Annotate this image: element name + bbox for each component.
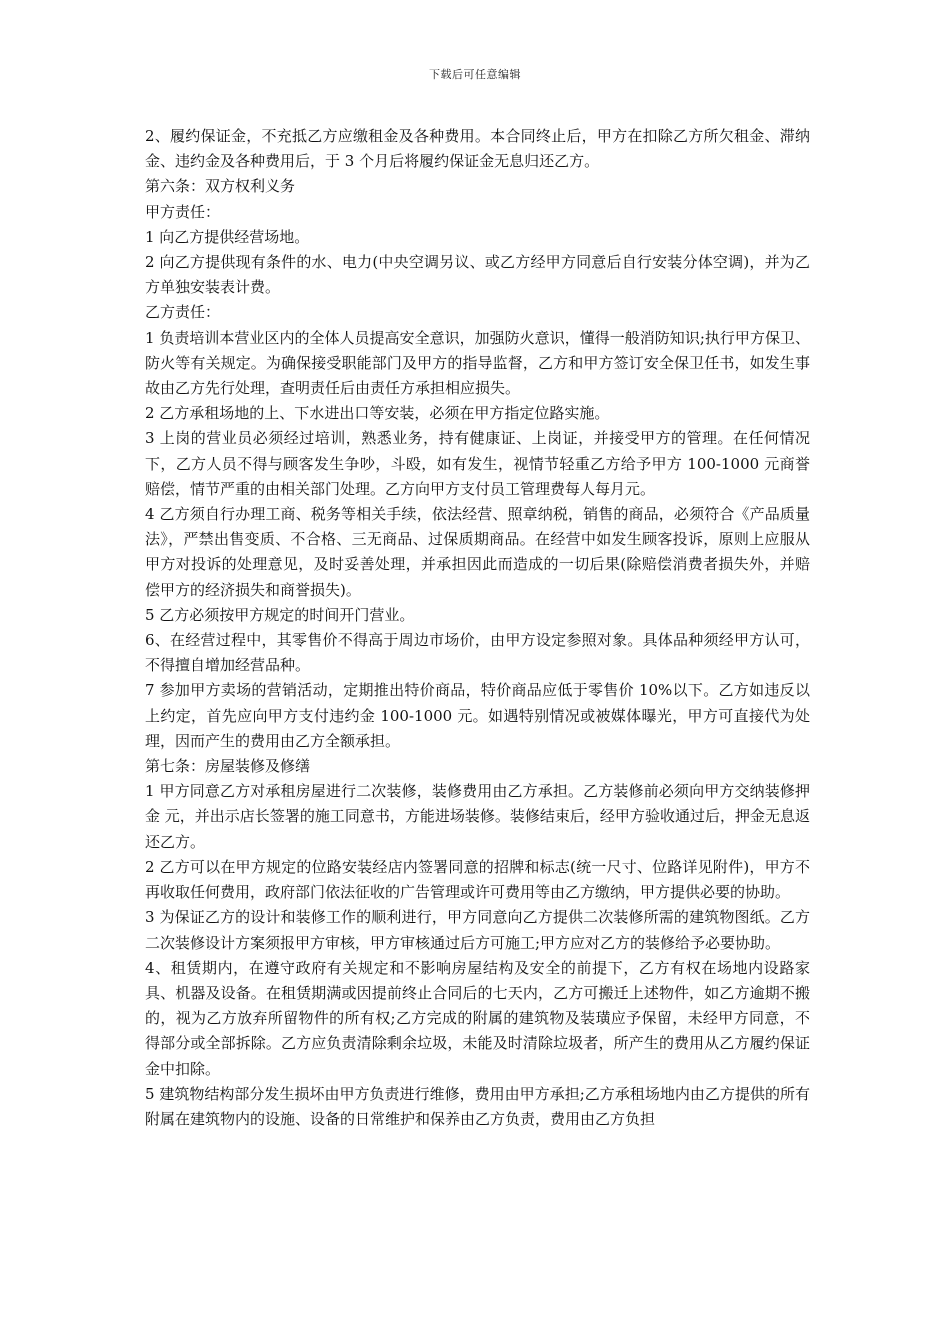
party-b-duty-5: 5 乙方必须按甲方规定的时间开门营业。: [145, 605, 415, 624]
document-body: [145, 124, 810, 1132]
party-a-duties-heading: 甲方责任：: [145, 202, 221, 221]
renovation-clause-3: 3 为保证乙方的设计和装修工作的顺利进行，甲方同意向乙方提供二次装修所需的建筑物图纸。乙方二次装修设计方案须报甲方审核，甲方审核通过后方可施工;甲方应对乙方的装修给予必要协助。: [145, 908, 810, 952]
party-a-duty-2: 2 向乙方提供现有条件的水、电力(中央空调另议、或乙方经甲方同意后自行安装分体空调)，并为乙方单独安装表计费。: [145, 253, 810, 297]
party-b-duty-4: 4 乙方须自行办理工商、税务等相关手续，依法经营、照章纳税，销售的商品，必须符合《产品质量法》，严禁出售变质、不合格、三无商品、过保质期商品。在经营中如发生顾客投诉，原则上应服从甲方对投诉的处理意见，及时妥善处理，并承担因此而造成的一切后果(除赔偿消费者损失外，并赔偿甲方的经济损失和商誉损失)。: [145, 505, 810, 599]
party-b-duty-2: 2 乙方承租场地的上、下水进出口等安装，必须在甲方指定位路实施。: [145, 404, 610, 423]
party-a-duty-1: 1 向乙方提供经营场地。: [145, 227, 310, 246]
renovation-clause-2: 2 乙方可以在甲方规定的位路安装经店内签署同意的招牌和标志(统一尺寸、位路详见附件)，甲方不再收取任何费用，政府部门依法征收的广告管理或许可费用等由乙方缴纳，甲方提供必要的协助。: [145, 857, 810, 902]
renovation-clause-5: 5 建筑物结构部分发生损坏由甲方负责进行维修，费用由甲方承担;乙方承租场地内由乙方提供的所有附属在建筑物内的设施、设备的日常维护和保养由乙方负责，费用由乙方负担: [145, 1084, 810, 1128]
paragraph-deposit-2: 2、履约保证金，不充抵乙方应缴租金及各种费用。本合同终止后，甲方在扣除乙方所欠租金、滞纳金、违约金及各种费用后，于 3 个月后将履约保证金无息归还乙方。: [145, 127, 810, 171]
article-7-heading: 第七条：房屋装修及修缮: [145, 757, 311, 776]
party-b-duty-1: 1 负责培训本营业区内的全体人员提高安全意识，加强防火意识，懂得一般消防知识;执行甲方保卫、防火等有关规定。为确保接受职能部门及甲方的指导监督，乙方和甲方签订安全保卫任书，如发生事故由乙方先行处理，查明责任后由责任方承担相应损失。: [145, 328, 810, 398]
party-b-duty-6: 6、在经营过程中，其零售价不得高于周边市场价，由甲方设定参照对象。具体品种须经甲方认可，不得擅自增加经营品种。: [145, 631, 810, 675]
renovation-clause-1: 1 甲方同意乙方对承租房屋进行二次装修，装修费用由乙方承担。乙方装修前必须向甲方交纳装修押金 元，并出示店长签署的施工同意书，方能进场装修。装修结束后，经甲方验收通过后，押金无息返还乙方。: [145, 782, 810, 851]
renovation-clause-4: 4、租赁期内，在遵守政府有关规定和不影响房屋结构及安全的前提下，乙方有权在场地内设路家具、机器及设备。在租赁期满或因提前终止合同后的七天内，乙方可搬迁上述物件，如乙方逾期不搬的，视为乙方放弃所留物件的所有权;乙方完成的附属的建筑物及装璜应予保留，未经甲方同意，不得部分或全部拆除。乙方应负责清除剩余垃圾，未能及时清除垃圾者，所产生的费用从乙方履约保证金中扣除。: [145, 958, 810, 1078]
party-b-duty-7: 7 参加甲方卖场的营销活动，定期推出特价商品，特价商品应低于零售价 10%以下。乙方如违反以上约定，首先应向甲方支付违约金 100-1000 元。如遇特别情况或被媒体曝光，甲方可直接代为处理，因而产生的费用由乙方全额承担。: [145, 681, 810, 750]
article-6-heading: 第六条：双方权利义务: [145, 177, 296, 196]
page-header: 下载后可任意编辑: [429, 68, 521, 81]
party-b-duties-heading: 乙方责任：: [145, 303, 221, 322]
party-b-duty-3: 3 上岗的营业员必须经过培训，熟悉业务，持有健康证、上岗证，并接受甲方的管理。在任何情况下，乙方人员不得与顾客发生争吵，斗殴，如有发生，视情节轻重乙方给予甲方 100-1000 元商誉赔偿，情节严重的由相关部门处理。乙方向甲方支付员工管理费每人每月元。: [145, 429, 810, 498]
